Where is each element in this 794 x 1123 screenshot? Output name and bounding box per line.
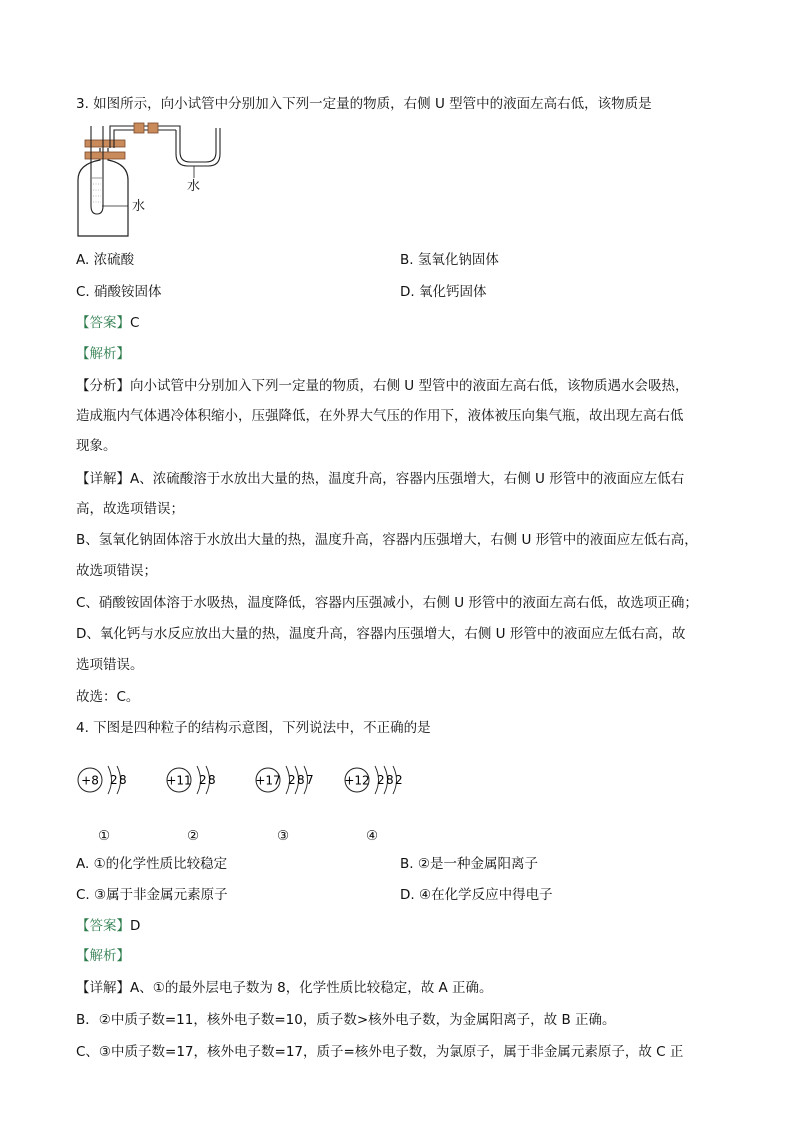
q3-fenxi-2: 造成瓶内气体遇冷体积缩小，压强降低，在外界大气压的作用下，液体被压向集气瓶，故出现左高右低 [76, 408, 684, 424]
electron-count: 2 [288, 773, 296, 787]
q3-detail-1: 【详解】A、浓硫酸溶于水放出大量的热，温度升高，容器内压强增大，右侧 U 形管中的液面应左低右 [76, 471, 685, 487]
electron-count: 2 [110, 773, 118, 787]
answer-tag: 【答案】 [76, 315, 130, 331]
flask-water-label: 水 [132, 199, 146, 214]
q4-answer: 【答案】D [76, 918, 141, 934]
q3-option-b[interactable]: B. 氢氧化钠固体 [400, 252, 499, 268]
q4-option-a[interactable]: A. ①的化学性质比较稳定 [76, 856, 228, 872]
electron-count: 8 [386, 773, 394, 787]
atom-label-1: ① [98, 828, 111, 844]
q3-stem: 3. 如图所示，向小试管中分别加入下列一定量的物质，右侧 U 型管中的液面左高右低，该物质是 [76, 96, 652, 112]
q4-option-c[interactable]: C. ③属于非金属元素原子 [76, 887, 228, 903]
atom-diagram-1 [78, 766, 127, 794]
q3-option-c[interactable]: C. 硝酸铵固体 [76, 284, 162, 300]
electron-count: 2 [199, 773, 207, 787]
electron-count: 8 [208, 773, 216, 787]
answer-value: C [130, 315, 140, 331]
q4-detail-2: B．②中质子数=11，核外电子数=10，质子数>核外电子数，为金属阳离子，故 B 正确。 [76, 1012, 616, 1028]
test-tube [91, 126, 103, 214]
electron-count: 8 [119, 773, 127, 787]
electron-count: 7 [306, 773, 314, 787]
nucleus-charge: +8 [81, 773, 99, 788]
rubber-tube-left [134, 123, 144, 133]
atom-diagram-3 [255, 766, 313, 794]
u-tube-inner [180, 128, 216, 162]
q3-detail-5: C、硝酸铵固体溶于水吸热，温度降低，容器内压强减小，右侧 U 形管中的液面左高右低，故选项正确； [76, 595, 698, 611]
u-tube-water-label: 水 [187, 179, 201, 194]
q4-detail-1: 【详解】A、①的最外层电子数为 8，化学性质比较稳定，故 A 正确。 [76, 980, 493, 996]
q3-detail-7: 选项错误。 [76, 657, 144, 673]
nucleus-charge: +17 [255, 773, 281, 788]
q3-fenxi-3: 现象。 [76, 438, 117, 454]
nucleus-charge: +11 [166, 773, 192, 788]
q4-analysis-tag: 【解析】 [76, 948, 130, 964]
q3-detail-4: 故选项错误； [76, 563, 157, 579]
q3-fenxi-1: 【分析】向小试管中分别加入下列一定量的物质，右侧 U 型管中的液面左高右低，该物质遇水会吸热， [76, 378, 689, 394]
q4-option-d[interactable]: D. ④在化学反应中得电子 [400, 887, 553, 903]
rubber-tube-right [148, 123, 158, 133]
q3-detail-2: 高，故选项错误； [76, 501, 184, 517]
q3-analysis-tag: 【解析】 [76, 346, 130, 362]
atom-diagram-4 [344, 766, 402, 794]
q3-conclusion: 故选：C。 [76, 689, 140, 705]
q3-answer [76, 313, 139, 333]
atom-diagram-2 [166, 766, 215, 794]
electron-count: 2 [395, 773, 403, 787]
q4-detail-3: C、③中质子数=17，核外电子数=17，质子=核外电子数，为氯原子，属于非金属元素原子，故 C 正 [76, 1044, 684, 1060]
electron-count: 2 [377, 773, 385, 787]
q4-option-b[interactable]: B. ②是一种金属阳离子 [400, 856, 538, 872]
q3-detail-3: B、氢氧化钠固体溶于水放出大量的热，温度升高，容器内压强增大，右侧 U 形管中的液面应左低右高， [76, 532, 698, 548]
atom-label-2: ② [187, 828, 200, 844]
electron-count: 8 [297, 773, 305, 787]
nucleus-charge: +12 [344, 773, 370, 788]
q3-apparatus-figure [72, 118, 252, 242]
q3-detail-6: D、氧化钙与水反应放出大量的热，温度升高，容器内压强增大，右侧 U 形管中的液面应左低右高，故 [76, 626, 686, 642]
atom-label-4: ④ [366, 828, 379, 844]
q3-option-d[interactable]: D. 氧化钙固体 [400, 284, 487, 300]
atom-label-3: ③ [277, 828, 290, 844]
q4-stem: 4. 下图是四种粒子的结构示意图，下列说法中，不正确的是 [76, 720, 431, 736]
q3-option-a[interactable]: A. 浓硫酸 [76, 252, 135, 268]
